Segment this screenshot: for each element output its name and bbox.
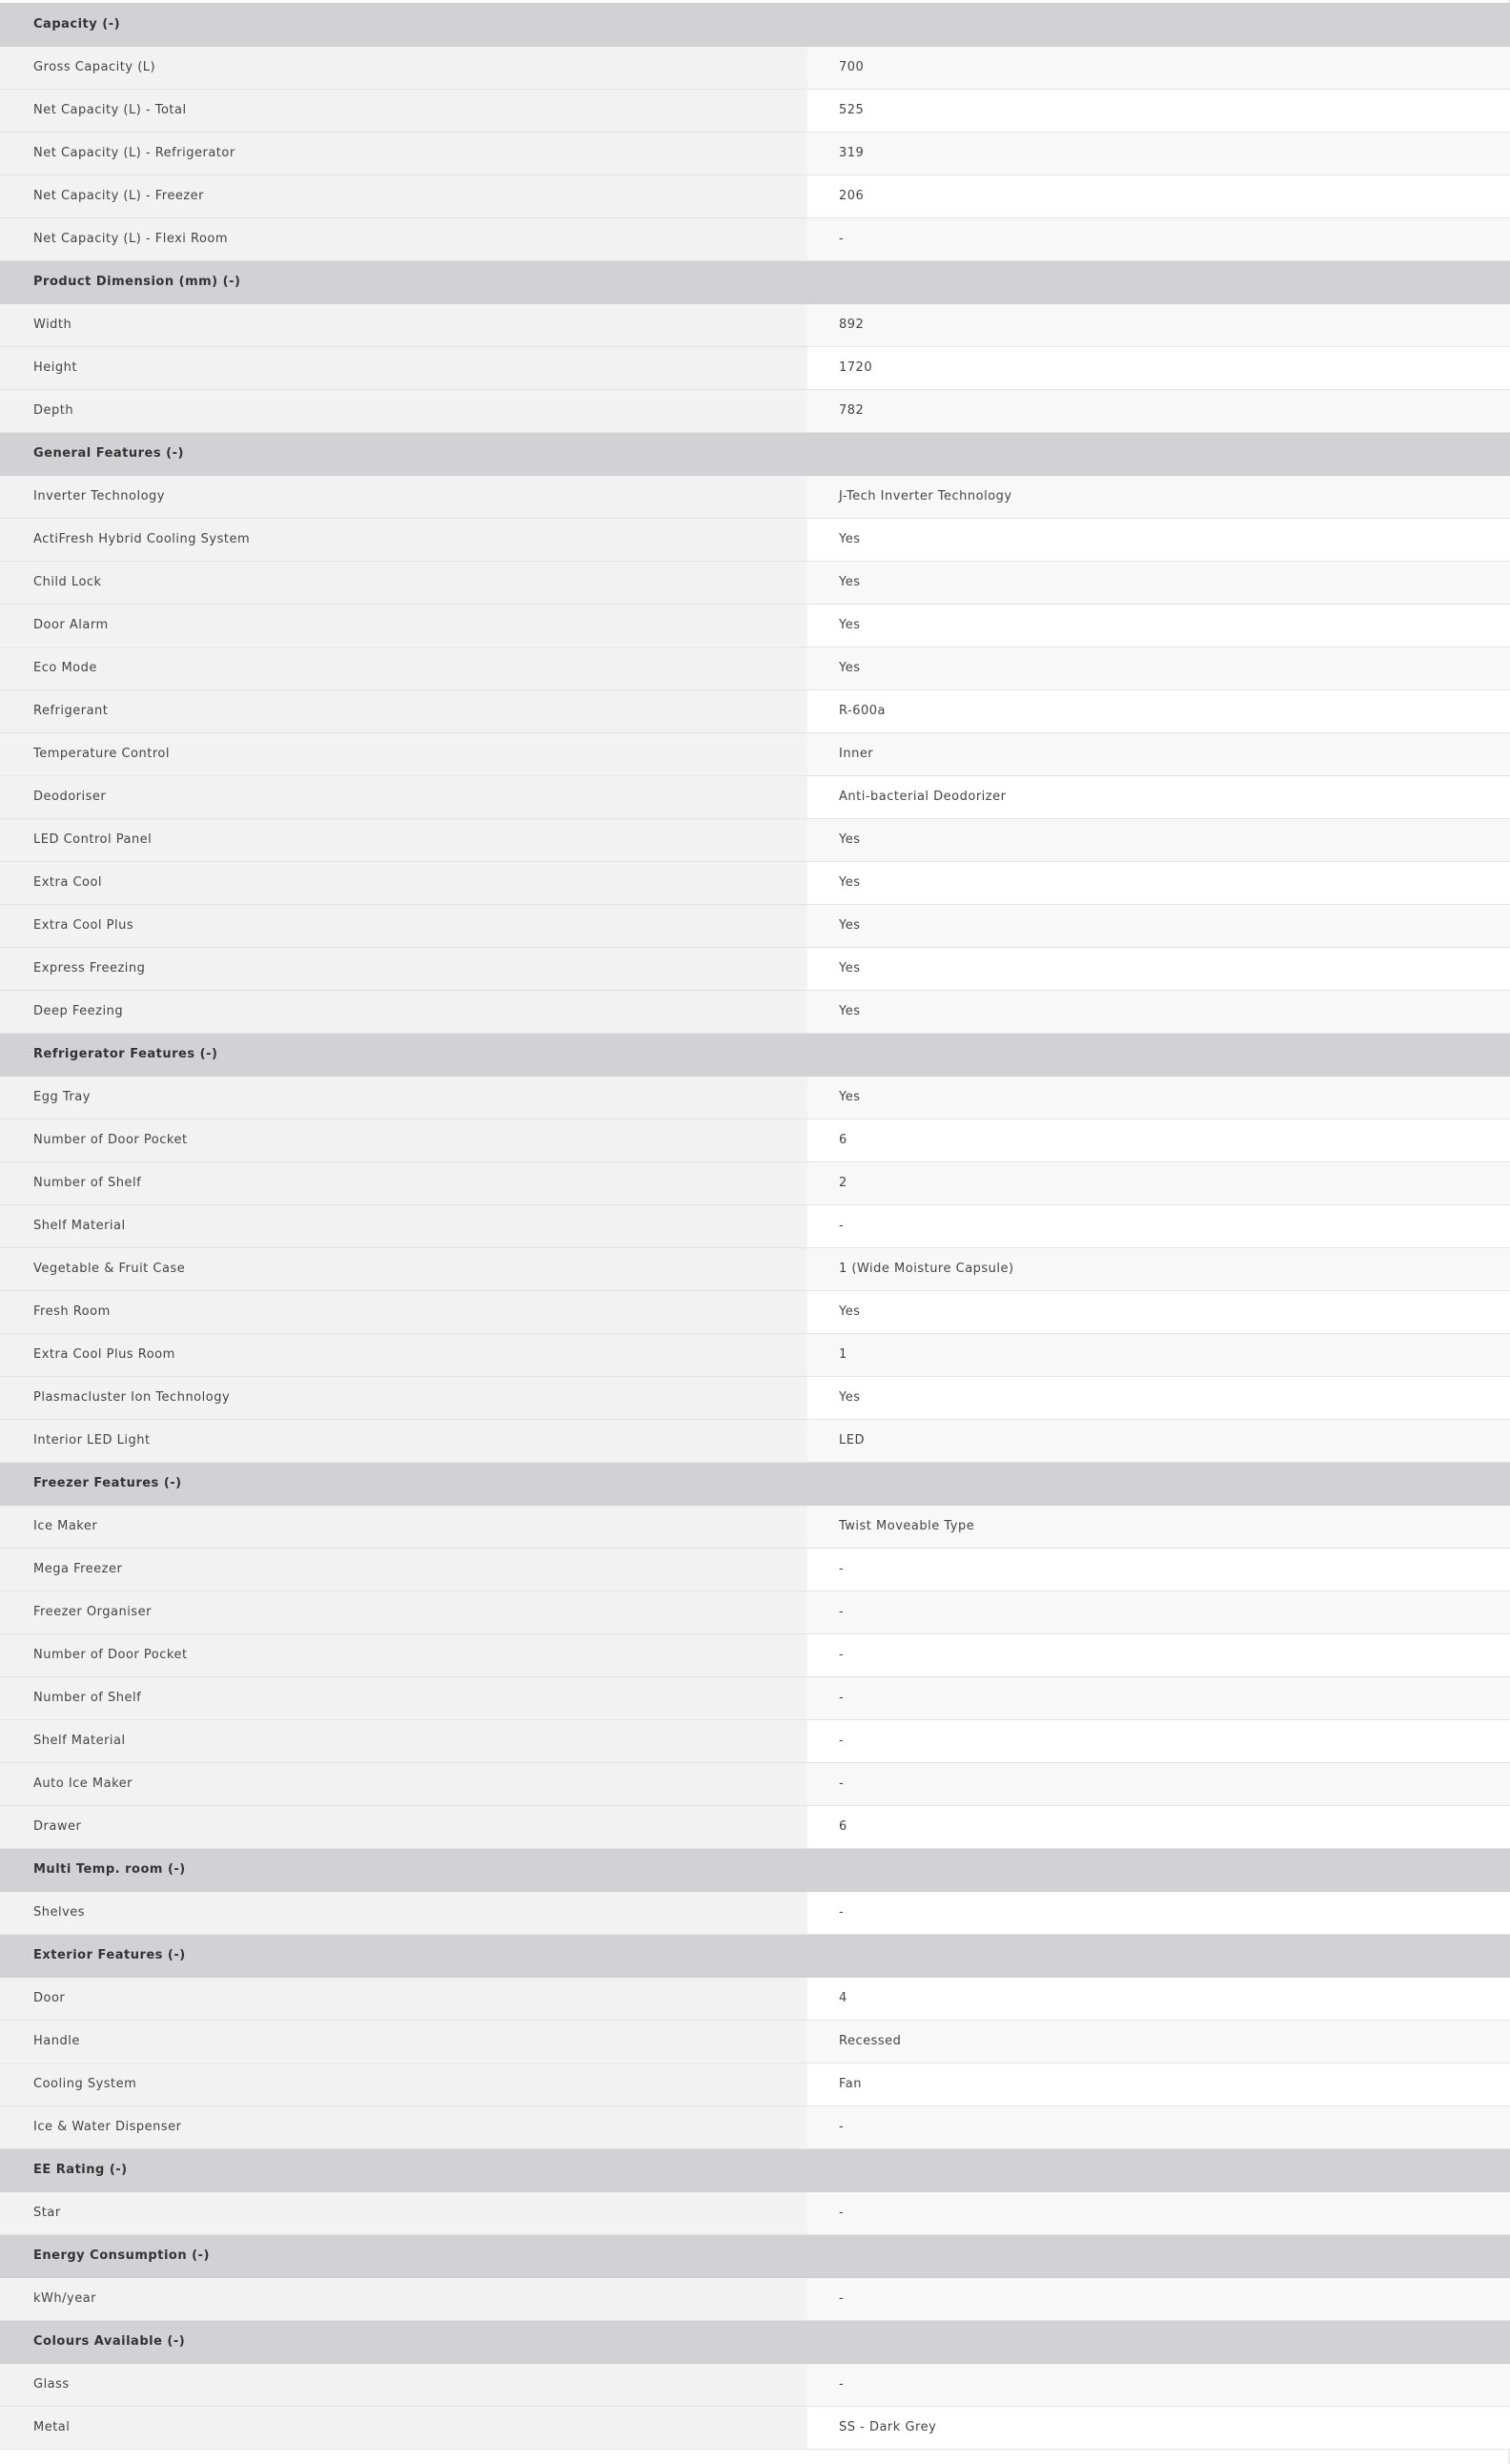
spec-value: 6 — [807, 1119, 1510, 1161]
spec-label: Ice & Water Dispenser — [0, 2105, 807, 2148]
spec-value: 319 — [807, 132, 1510, 175]
spec-value: 206 — [807, 175, 1510, 217]
spec-label: Shelf Material — [0, 1719, 807, 1762]
spec-value: - — [807, 2191, 1510, 2234]
spec-row — [0, 389, 1510, 432]
spec-row — [0, 1762, 1510, 1805]
spec-label: Net Capacity (L) - Flexi Room — [0, 217, 807, 260]
spec-row — [0, 990, 1510, 1033]
spec-label: Deodoriser — [0, 775, 807, 818]
spec-row — [0, 2191, 1510, 2234]
spec-label: Interior LED Light — [0, 1419, 807, 1462]
spec-label: Child Lock — [0, 561, 807, 604]
spec-label: Egg Tray — [0, 1076, 807, 1119]
spec-label: Freezer Organiser — [0, 1591, 807, 1633]
spec-row — [0, 904, 1510, 947]
spec-row — [0, 1076, 1510, 1119]
spec-row — [0, 1505, 1510, 1548]
spec-label: Number of Door Pocket — [0, 1633, 807, 1676]
section-header[interactable] — [0, 1462, 1510, 1505]
spec-label: Door — [0, 1977, 807, 2020]
spec-value: Yes — [807, 904, 1510, 947]
spec-value: Twist Moveable Type — [807, 1505, 1510, 1548]
spec-value: - — [807, 1633, 1510, 1676]
section-title[interactable]: General Features (-) — [0, 432, 1510, 475]
spec-label: Number of Door Pocket — [0, 1119, 807, 1161]
specifications-table — [0, 3, 1510, 2450]
spec-label: Ice Maker — [0, 1505, 807, 1548]
spec-row — [0, 1119, 1510, 1161]
spec-value: - — [807, 2105, 1510, 2148]
spec-row — [0, 1290, 1510, 1333]
section-header[interactable] — [0, 2234, 1510, 2277]
spec-label: Vegetable & Fruit Case — [0, 1247, 807, 1290]
spec-label: Shelf Material — [0, 1204, 807, 1247]
spec-value: - — [807, 2363, 1510, 2406]
section-header[interactable] — [0, 3, 1510, 46]
section-header[interactable] — [0, 260, 1510, 303]
spec-value: Yes — [807, 947, 1510, 990]
section-header[interactable] — [0, 1848, 1510, 1891]
spec-value: - — [807, 1891, 1510, 1934]
spec-value: Yes — [807, 561, 1510, 604]
spec-value: 1 — [807, 1333, 1510, 1376]
section-header[interactable] — [0, 2148, 1510, 2191]
section-title[interactable]: Freezer Features (-) — [0, 1462, 1510, 1505]
spec-label: Express Freezing — [0, 947, 807, 990]
spec-row — [0, 475, 1510, 518]
spec-value: - — [807, 1762, 1510, 1805]
spec-label: Cooling System — [0, 2063, 807, 2105]
spec-label: Gross Capacity (L) — [0, 46, 807, 89]
spec-value: - — [807, 2277, 1510, 2320]
spec-row — [0, 818, 1510, 861]
spec-row — [0, 89, 1510, 132]
spec-row — [0, 647, 1510, 689]
spec-row — [0, 604, 1510, 647]
spec-value: Fan — [807, 2063, 1510, 2105]
spec-value: Yes — [807, 1376, 1510, 1419]
spec-label: Handle — [0, 2020, 807, 2063]
spec-row — [0, 2363, 1510, 2406]
spec-row — [0, 732, 1510, 775]
spec-value: 525 — [807, 89, 1510, 132]
spec-row — [0, 46, 1510, 89]
specifications-body — [0, 3, 1510, 2449]
spec-label: Depth — [0, 389, 807, 432]
spec-value: R-600a — [807, 689, 1510, 732]
spec-row — [0, 1376, 1510, 1419]
spec-value: Yes — [807, 518, 1510, 561]
spec-row — [0, 1333, 1510, 1376]
spec-label: Inverter Technology — [0, 475, 807, 518]
spec-label: Width — [0, 303, 807, 346]
section-header[interactable] — [0, 432, 1510, 475]
spec-label: Fresh Room — [0, 1290, 807, 1333]
spec-value: Yes — [807, 990, 1510, 1033]
spec-row — [0, 1247, 1510, 1290]
spec-row — [0, 561, 1510, 604]
section-title[interactable]: Multi Temp. room (-) — [0, 1848, 1510, 1891]
spec-value: Inner — [807, 732, 1510, 775]
spec-row — [0, 1977, 1510, 2020]
spec-label: Auto Ice Maker — [0, 1762, 807, 1805]
spec-row — [0, 1548, 1510, 1591]
spec-row — [0, 2277, 1510, 2320]
spec-row — [0, 2063, 1510, 2105]
section-title[interactable]: Colours Available (-) — [0, 2320, 1510, 2363]
section-title[interactable]: Exterior Features (-) — [0, 1934, 1510, 1977]
spec-label: Refrigerant — [0, 689, 807, 732]
spec-value: 700 — [807, 46, 1510, 89]
spec-row — [0, 346, 1510, 389]
spec-label: Net Capacity (L) - Total — [0, 89, 807, 132]
spec-row — [0, 1204, 1510, 1247]
spec-row — [0, 1676, 1510, 1719]
spec-value: 6 — [807, 1805, 1510, 1848]
spec-row — [0, 1591, 1510, 1633]
spec-row — [0, 518, 1510, 561]
spec-value: SS - Dark Grey — [807, 2406, 1510, 2449]
spec-value: Yes — [807, 1290, 1510, 1333]
spec-label: Number of Shelf — [0, 1676, 807, 1719]
section-title[interactable]: EE Rating (-) — [0, 2148, 1510, 2191]
spec-label: Shelves — [0, 1891, 807, 1934]
spec-label: kWh/year — [0, 2277, 807, 2320]
spec-label: Number of Shelf — [0, 1161, 807, 1204]
section-title[interactable]: Refrigerator Features (-) — [0, 1033, 1510, 1076]
spec-value: Yes — [807, 647, 1510, 689]
spec-value: Yes — [807, 818, 1510, 861]
spec-value: - — [807, 1591, 1510, 1633]
section-title[interactable]: Energy Consumption (-) — [0, 2234, 1510, 2277]
spec-row — [0, 1633, 1510, 1676]
spec-value: - — [807, 1204, 1510, 1247]
spec-label: Extra Cool — [0, 861, 807, 904]
spec-value: - — [807, 1676, 1510, 1719]
spec-value: 1720 — [807, 346, 1510, 389]
spec-row — [0, 1719, 1510, 1762]
spec-value: 1 (Wide Moisture Capsule) — [807, 1247, 1510, 1290]
spec-label: Mega Freezer — [0, 1548, 807, 1591]
spec-value: 2 — [807, 1161, 1510, 1204]
spec-value: Anti-bacterial Deodorizer — [807, 775, 1510, 818]
spec-value: J-Tech Inverter Technology — [807, 475, 1510, 518]
spec-row — [0, 2105, 1510, 2148]
spec-value: - — [807, 1548, 1510, 1591]
spec-row — [0, 1161, 1510, 1204]
spec-row — [0, 2020, 1510, 2063]
spec-row — [0, 775, 1510, 818]
spec-label: Deep Feezing — [0, 990, 807, 1033]
spec-label: ActiFresh Hybrid Cooling System — [0, 518, 807, 561]
section-header[interactable] — [0, 2320, 1510, 2363]
spec-row — [0, 2406, 1510, 2449]
spec-row — [0, 1419, 1510, 1462]
spec-value: - — [807, 217, 1510, 260]
spec-value: Recessed — [807, 2020, 1510, 2063]
spec-label: Eco Mode — [0, 647, 807, 689]
spec-label: Temperature Control — [0, 732, 807, 775]
spec-label: Drawer — [0, 1805, 807, 1848]
spec-label: Metal — [0, 2406, 807, 2449]
section-title[interactable]: Product Dimension (mm) (-) — [0, 260, 1510, 303]
spec-value: Yes — [807, 1076, 1510, 1119]
spec-row — [0, 947, 1510, 990]
spec-value: Yes — [807, 861, 1510, 904]
section-title[interactable]: Capacity (-) — [0, 3, 1510, 46]
spec-label: Net Capacity (L) - Freezer — [0, 175, 807, 217]
spec-row — [0, 132, 1510, 175]
spec-label: Height — [0, 346, 807, 389]
spec-row — [0, 175, 1510, 217]
spec-label: Glass — [0, 2363, 807, 2406]
spec-row — [0, 303, 1510, 346]
spec-value: 4 — [807, 1977, 1510, 2020]
spec-label: Plasmacluster Ion Technology — [0, 1376, 807, 1419]
section-header[interactable] — [0, 1934, 1510, 1977]
spec-label: Net Capacity (L) - Refrigerator — [0, 132, 807, 175]
spec-value: - — [807, 1719, 1510, 1762]
spec-row — [0, 217, 1510, 260]
spec-row — [0, 689, 1510, 732]
spec-label: Extra Cool Plus Room — [0, 1333, 807, 1376]
spec-value: 892 — [807, 303, 1510, 346]
spec-label: Door Alarm — [0, 604, 807, 647]
spec-value: 782 — [807, 389, 1510, 432]
spec-label: LED Control Panel — [0, 818, 807, 861]
spec-value: Yes — [807, 604, 1510, 647]
spec-label: Star — [0, 2191, 807, 2234]
section-header[interactable] — [0, 1033, 1510, 1076]
spec-row — [0, 861, 1510, 904]
spec-row — [0, 1891, 1510, 1934]
spec-value: LED — [807, 1419, 1510, 1462]
spec-label: Extra Cool Plus — [0, 904, 807, 947]
spec-row — [0, 1805, 1510, 1848]
